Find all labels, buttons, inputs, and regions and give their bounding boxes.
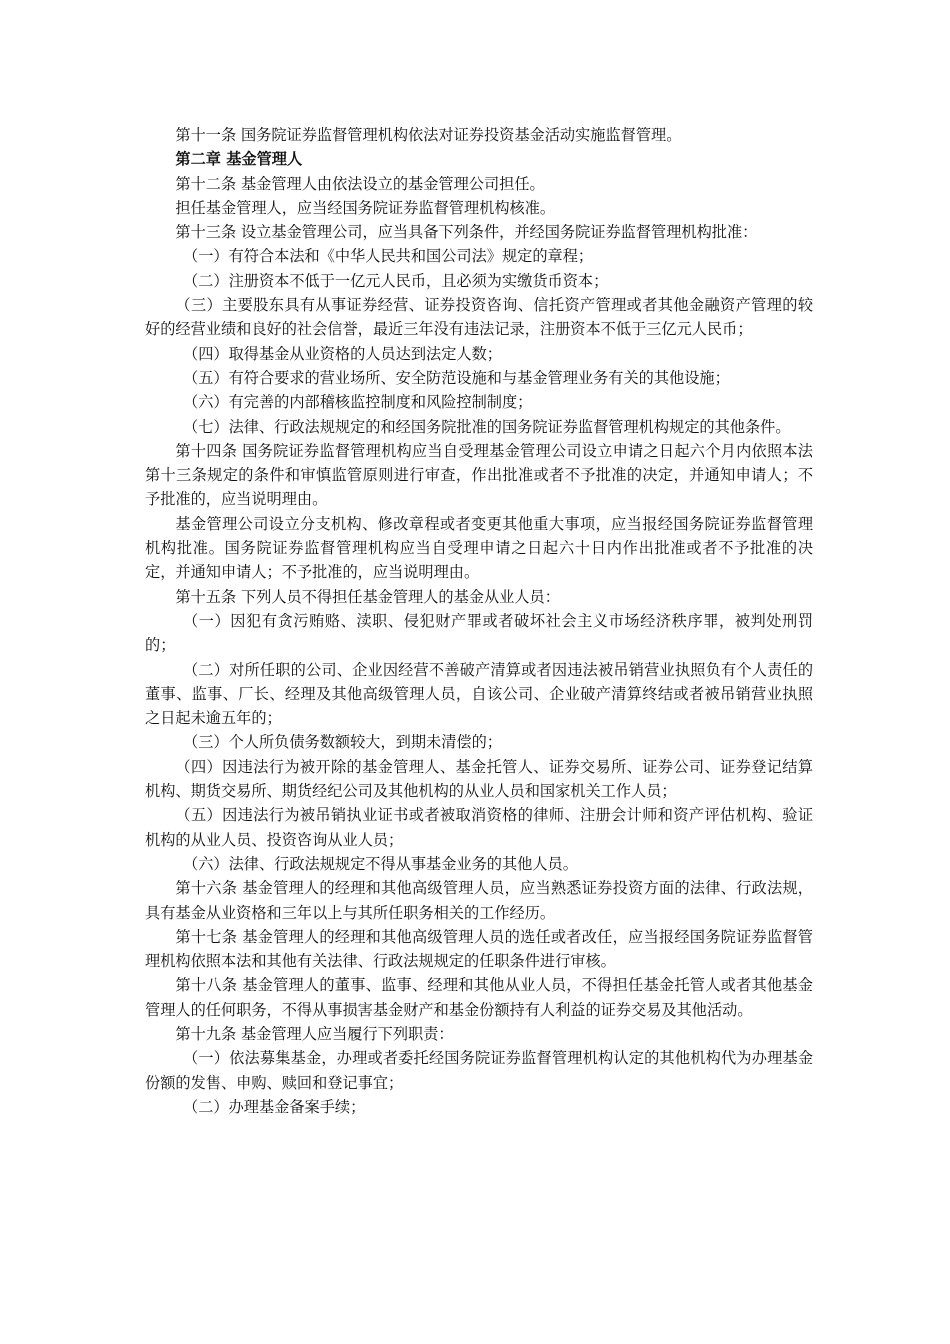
list-item: （四）因违法行为被开除的基金管理人、基金托管人、证券交易所、证券公司、证券登记结算机构、期货交易所、期货经纪公司及其他机构的从业人员和国家机关工作人员； [145,757,813,801]
article-paragraph: 担任基金管理人，应当经国务院证券监督管理机构核准。 [175,198,556,217]
list-item: （四）取得基金从业资格的人员达到法定人数； [183,344,502,363]
document-body [145,123,813,1119]
article-paragraph: 第十七条 基金管理人的经理和其他高级管理人员的选任或者改任，应当报经国务院证券监督管理机构依照本法和其他有关法律、行政法规规定的任职条件进行审核。 [145,927,813,971]
article-paragraph: 第十四条 国务院证券监督管理机构应当自受理基金管理公司设立申请之日起六个月内依照本法第十三条规定的条件和审慎监管原则进行审查，作出批准或者不予批准的决定，并通知申请人；不予批准的，应当说明理由。 [145,441,813,509]
list-item: （二）办理基金备案手续； [183,1097,366,1116]
article-paragraph: 第十三条 设立基金管理公司，应当具备下列条件，并经国务院证券监督管理机构批准： [175,223,758,242]
list-item: （一）因犯有贪污贿赂、渎职、侵犯财产罪或者破坏社会主义市场经济秩序罪，被判处刑罚的； [145,611,813,655]
chapter-heading: 第二章 基金管理人 [175,150,303,169]
article-paragraph: 第十二条 基金管理人由依法设立的基金管理公司担任。 [175,174,545,193]
list-item: （二）对所任职的公司、企业因经营不善破产清算或者因违法被吊销营业执照负有个人责任的董事、监事、厂长、经理及其他高级管理人员，自该公司、企业破产清算终结或者被吊销营业执照之日起未逾五年的； [145,660,813,728]
article-paragraph: 第十九条 基金管理人应当履行下列职责： [175,1024,454,1043]
list-item: （二）注册资本不低于一亿元人民币，且必须为实缴货币资本； [183,271,609,290]
article-paragraph: 第十八条 基金管理人的董事、监事、经理和其他从业人员，不得担任基金托管人或者其他基金管理人的任何职务，不得从事损害基金财产和基金份额持有人利益的证券交易及其他活动。 [145,976,813,1019]
list-item: （三）主要股东具有从事证券经营、证券投资咨询、信托资产管理或者其他金融资产管理的较好的经营业绩和良好的社会信誉，最近三年没有违法记录，注册资本不低于三亿元人民币； [145,296,813,339]
list-item: （六）法律、行政法规规定不得从事基金业务的其他人员。 [183,854,578,873]
article-paragraph: 第十六条 基金管理人的经理和其他高级管理人员，应当熟悉证券投资方面的法律、行政法规，具有基金从业资格和三年以上与其所任职务相关的工作经历。 [145,879,813,922]
article-paragraph: 第十五条 下列人员不得担任基金管理人的基金从业人员： [175,587,560,606]
list-item: （五）因违法行为被吊销执业证书或者被取消资格的律师、注册会计师和资产评估机构、验证机构的从业人员、投资咨询从业人员； [145,806,813,849]
list-item: （一）依法募集基金，办理或者委托经国务院证券监督管理机构认定的其他机构代为办理基金份额的发售、申购、赎回和登记事宜； [145,1049,813,1092]
list-item: （六）有完善的内部稽核监控制度和风险控制制度； [183,393,533,412]
article-paragraph: 第十一条 国务院证券监督管理机构依法对证券投资基金活动实施监督管理。 [175,126,682,144]
article-paragraph: 基金管理公司设立分支机构、修改章程或者变更其他重大事项，应当报经国务院证券监督管理机构批准。国务院证券监督管理机构应当自受理申请之日起六十日内作出批准或者不予批准的决定，并通知申请人；不予批准的，应当说明理由。 [145,514,813,582]
list-item: （五）有符合要求的营业场所、安全防范设施和与基金管理业务有关的其他设施； [183,368,730,387]
list-item: （一）有符合本法和《中华人民共和国公司法》规定的章程； [183,247,594,266]
list-item: （三）个人所负债务数额较大，到期未清偿的； [183,733,502,752]
list-item: （七）法律、行政法规规定的和经国务院批准的国务院证券监督管理机构规定的其他条件。 [183,417,791,436]
